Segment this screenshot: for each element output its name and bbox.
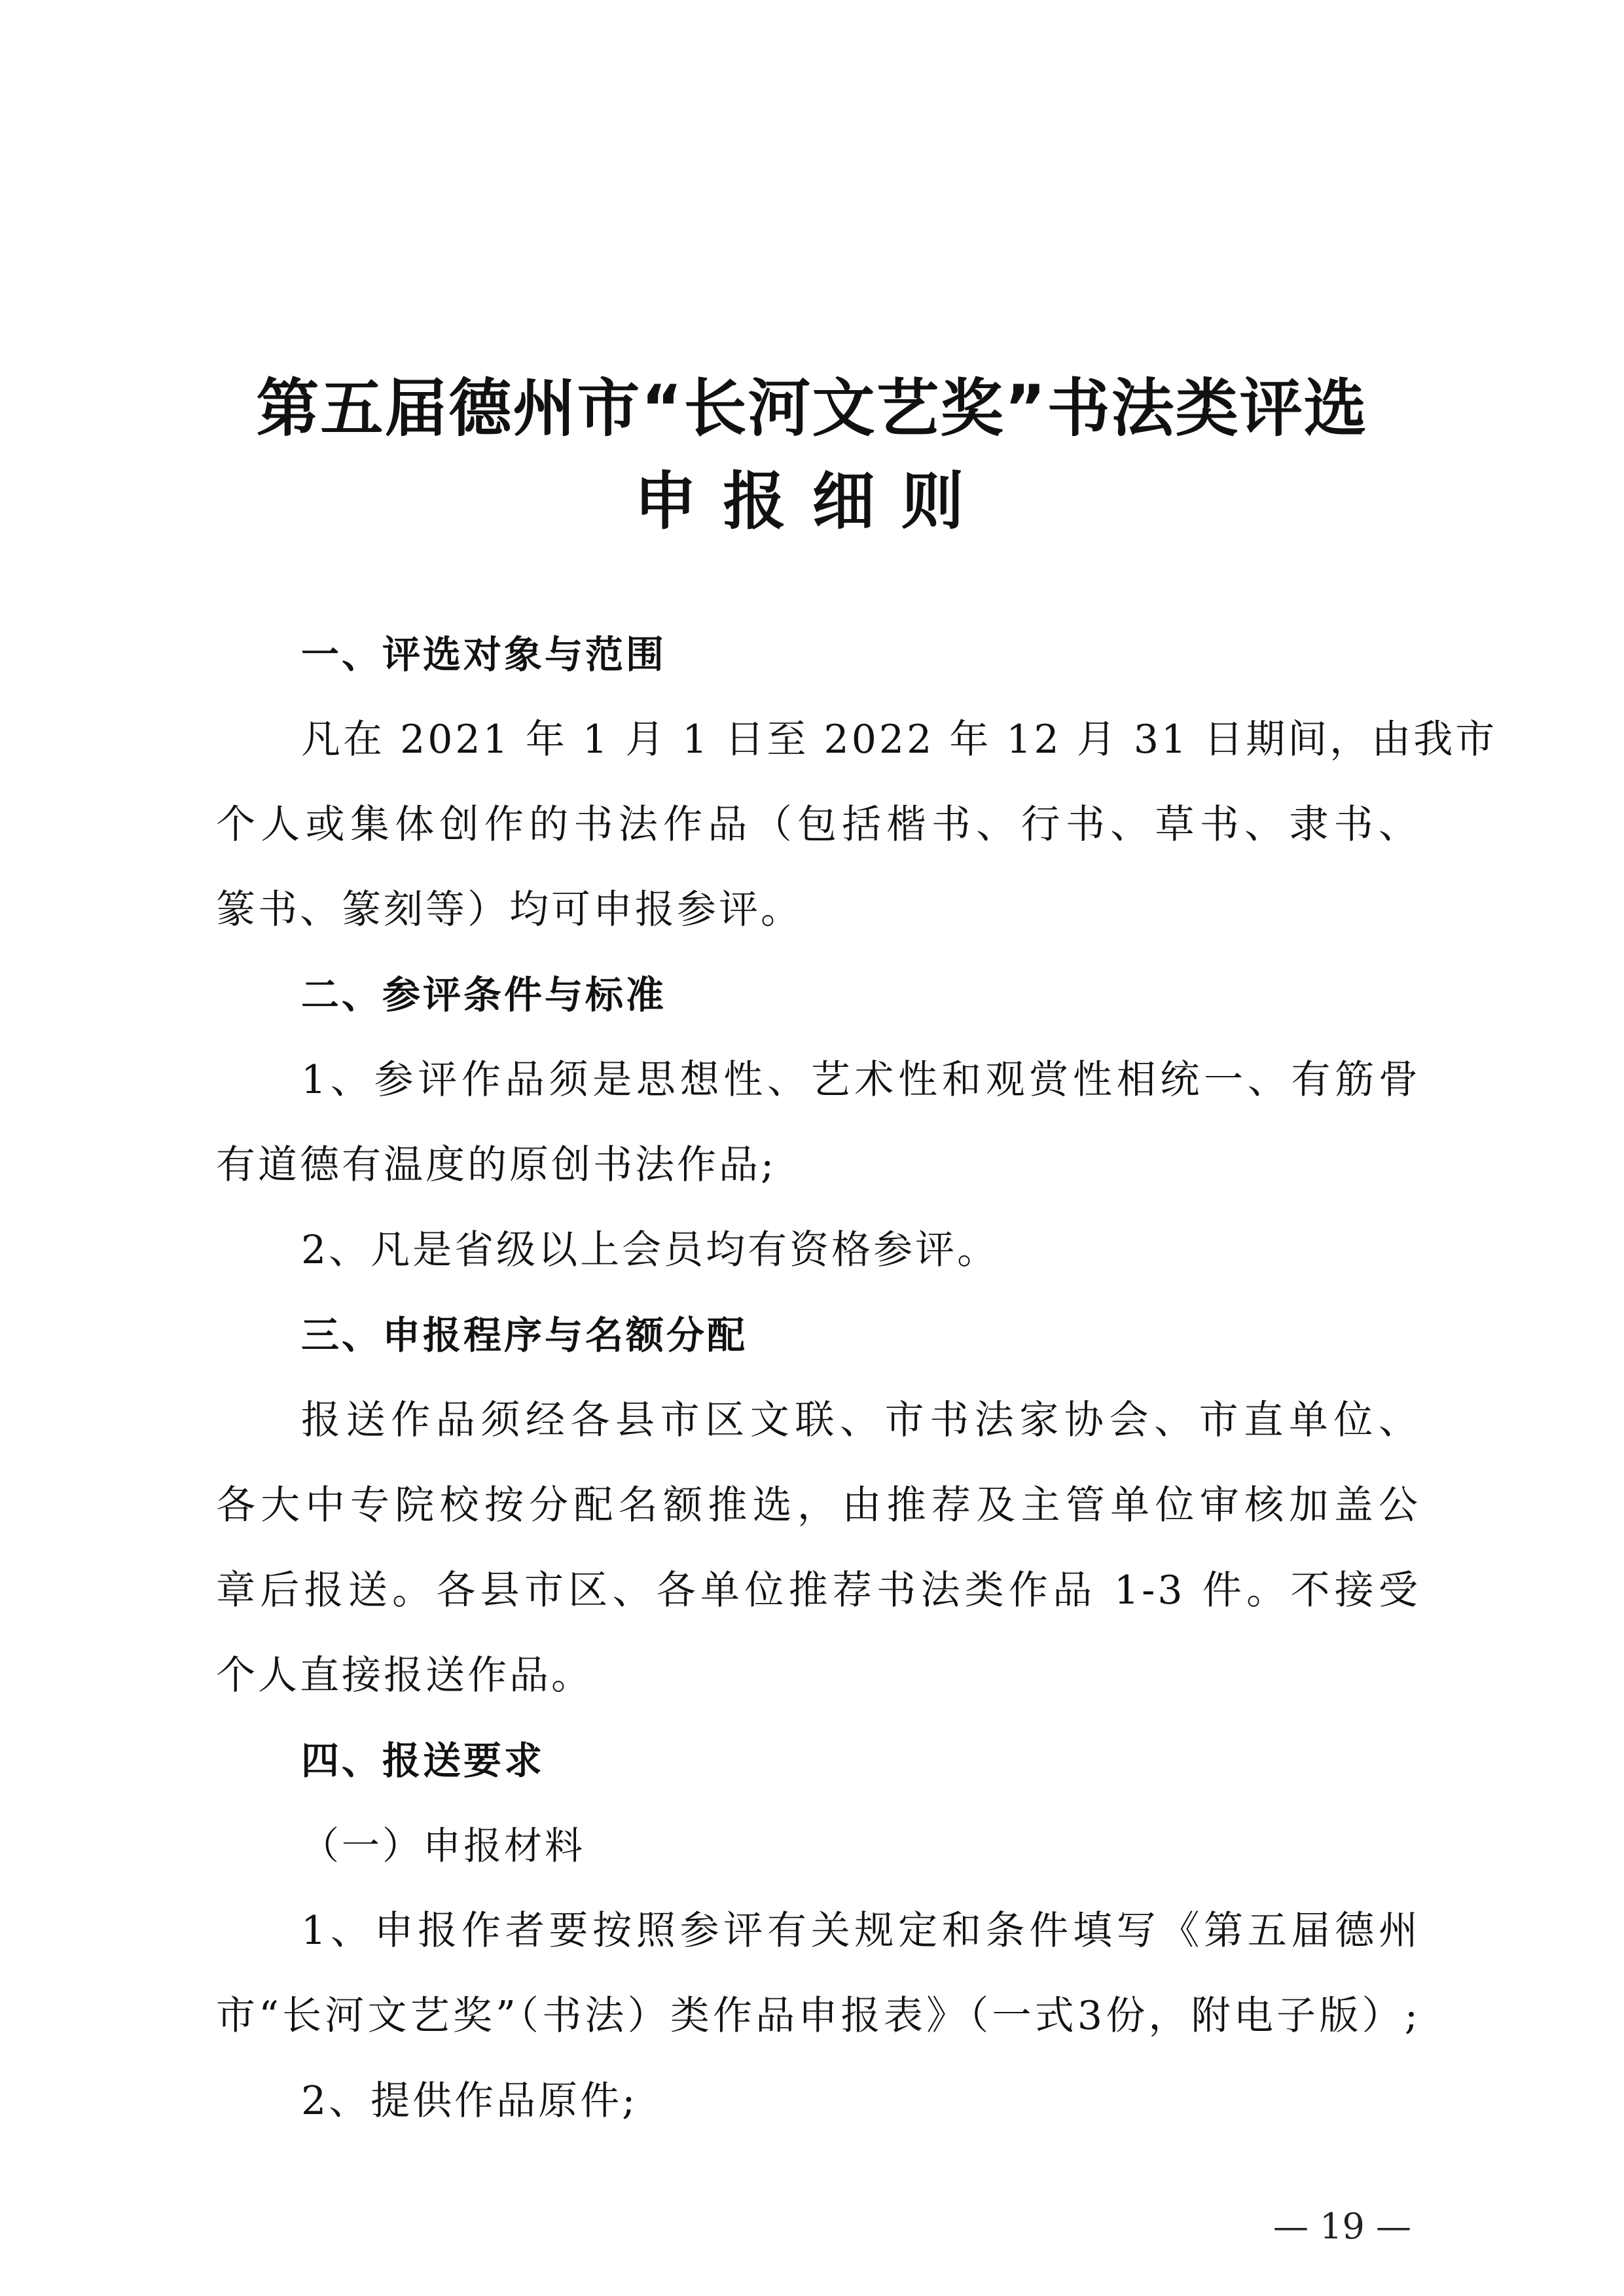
document-body	[216, 612, 1498, 2144]
subsection-heading: （一）申报材料	[301, 1823, 586, 1868]
document-title: 第五届德州市“长河文艺奖”书法类评选	[256, 372, 1368, 445]
paragraph-line: 个人直接报送作品。	[216, 1653, 593, 1698]
section-heading-3: 三、申报程序与名额分配	[301, 1313, 748, 1357]
paragraph-line: 各大中专院校按分配名额推选，由推荐及主管单位审核加盖公	[216, 1482, 1420, 1528]
paragraph-line: 篆书、篆刻等）均可申报参评。	[216, 887, 803, 933]
paragraph-line: 报送作品须经各县市区文联、市书法家协会、市直单位、	[301, 1397, 1420, 1443]
page-number: — 19 —	[1272, 2206, 1411, 2247]
paragraph-line: 2、提供作品原件;	[301, 2078, 638, 2124]
paragraph-line: 章后报送。各县市区、各单位推荐书法类作品 1-3 件。不接受	[216, 1568, 1420, 1613]
paragraph-line: 凡在 2021 年 1 月 1 日至 2022 年 12 月 31 日期间，由我市	[301, 717, 1498, 762]
paragraph-line: 市“长河文艺奖”（书法）类作品申报表》（一式3份，附电子版）;	[216, 1993, 1420, 2039]
paragraph-line: 个人或集体创作的书法作品（包括楷书、行书、草书、隶书、	[216, 802, 1420, 848]
section-heading-4: 四、报送要求	[301, 1738, 545, 1783]
paragraph-line: 2、凡是省级以上会员均有资格参评。	[301, 1227, 1000, 1273]
section-heading-1: 一、评选对象与范围	[301, 632, 667, 677]
document-subtitle: 申报细则	[634, 465, 990, 538]
paragraph-line: 有道德有温度的原创书法作品;	[216, 1142, 777, 1188]
section-heading-2: 二、参评条件与标准	[301, 973, 667, 1017]
paragraph-line: 1、申报作者要按照参评有关规定和条件填写《第五届德州	[301, 1908, 1420, 1954]
paragraph-line: 1、参评作品须是思想性、艺术性和观赏性相统一、有筋骨	[301, 1057, 1420, 1103]
